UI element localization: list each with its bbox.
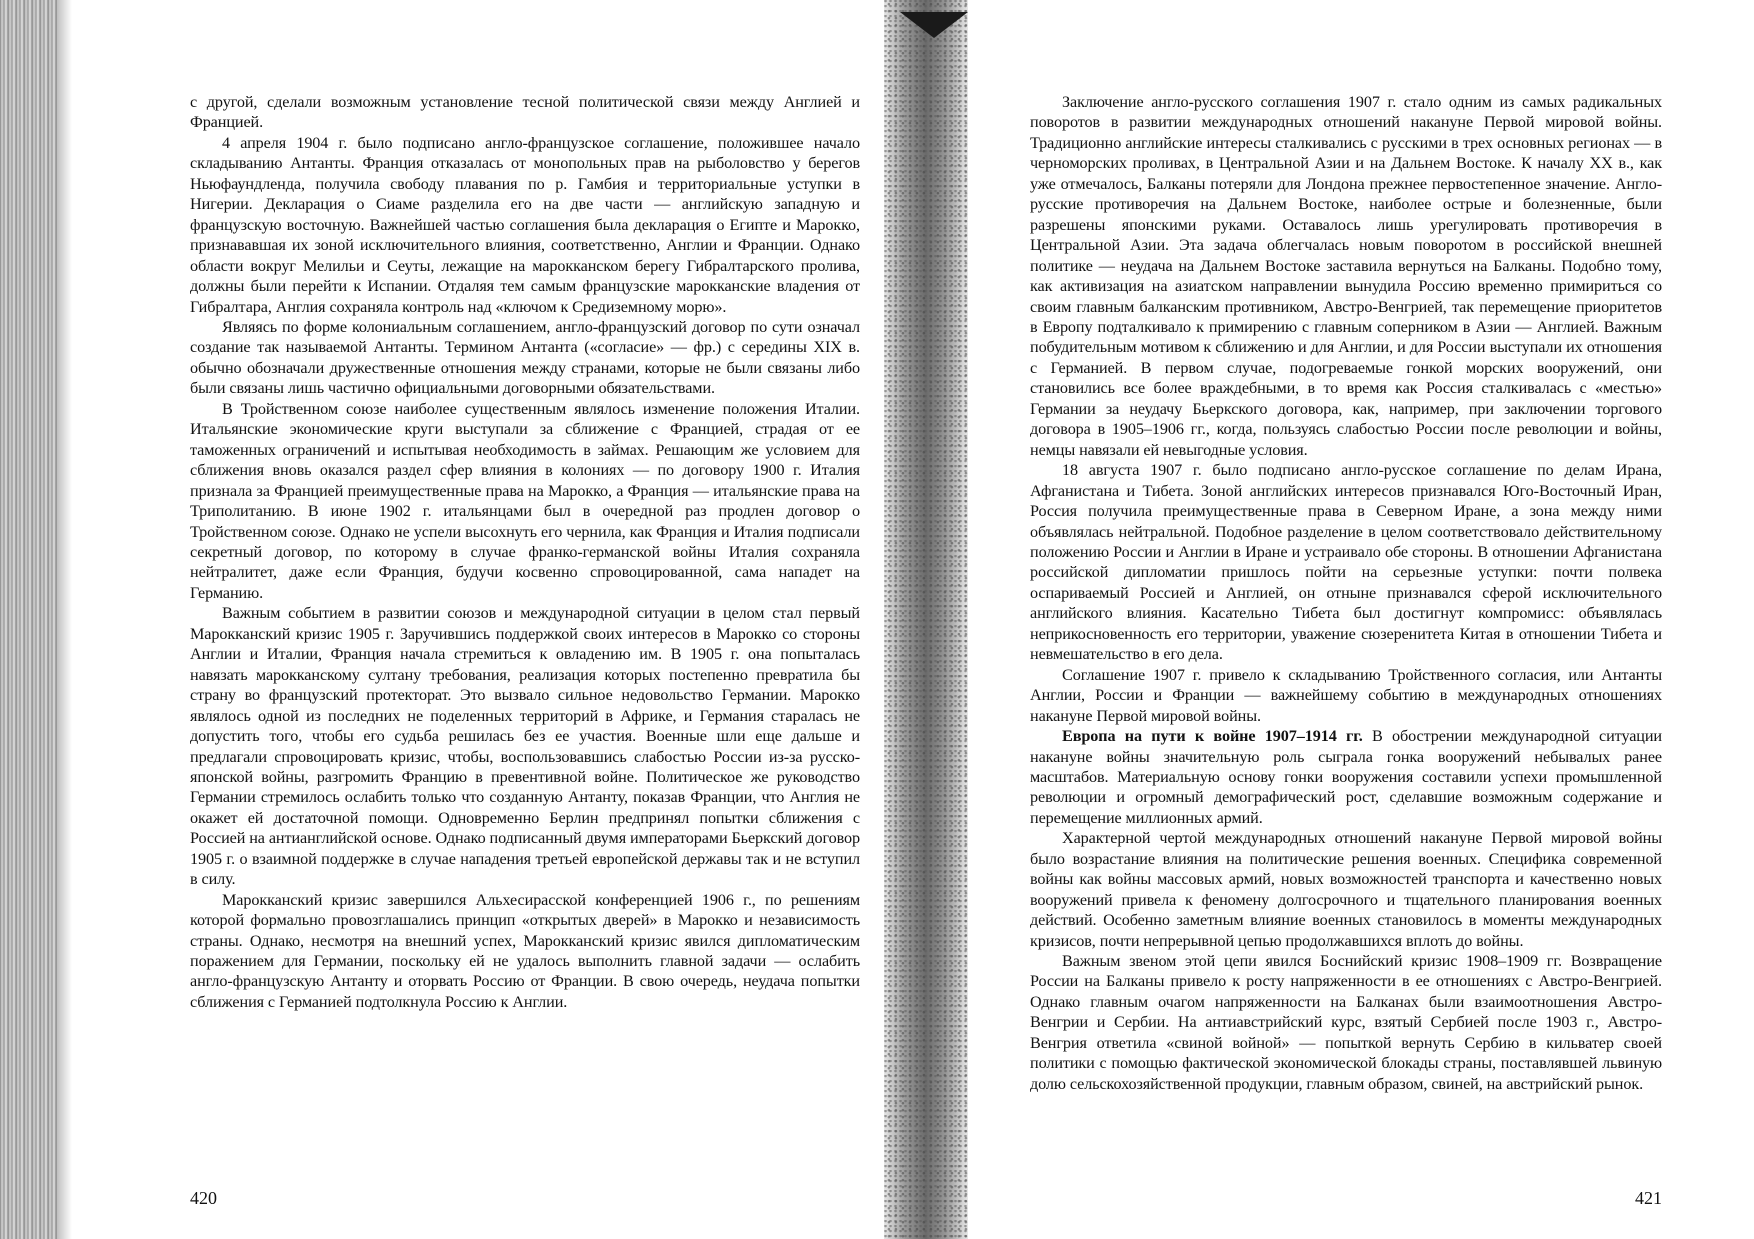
section-heading-inline: Европа на пути к войне 1907–1914 гг. xyxy=(1062,727,1363,746)
right-page xyxy=(1030,0,1662,1239)
gutter-notch xyxy=(900,12,968,38)
paragraph xyxy=(190,603,860,889)
paragraph xyxy=(1030,665,1662,726)
paragraph xyxy=(1030,460,1662,665)
paragraph-text: Марокканский кризис завершился Альхесирасской конференцией 1906 г., по решениям которой формально провозглашались принцип «открытых дверей» в Марокко и независимость страны. Однако, несмотря на внешний успех, Марокканский кризис явился дипломатическим поражением для Германии, поскольку ей не удалось выполнить главной задачи — ослабить англо-французскую Антанту и оторвать Россию от Франции. В свою очередь, неудача попытки сближения с Германией подтолкнула Россию к Англии. xyxy=(190,890,860,1011)
paragraph-text: 4 апреля 1904 г. было подписано англо-французское соглашение, положившее начало складыванию Антанты. Франция отказалась от монопольных прав на рыболовство у берегов Ньюфаундленда, получила свободу плавания по р. Гамбия и территориальные уступки в Нигерии. Декларация о Сиаме разделила его на две части — английскую западную и французскую восточную. Важнейшей частью соглашения была декларация о Египте и Марокко, признававшая их зоной исключительного влияния, соответственно, Англии и Франции. Однако области вокруг Мелильи и Сеуты, лежащие на марокканском берегу Гибралтарского пролива, должны были перейти к Испании. Отдаляя тем самым французские марокканские владения от Гибралтара, Англия сохраняла контроль над «ключом к Средиземному морю». xyxy=(190,133,860,316)
page-number-left: 420 xyxy=(190,1188,217,1208)
page-number-right: 421 xyxy=(1635,1188,1662,1208)
paragraph xyxy=(1030,92,1662,460)
page-edge-shadow xyxy=(0,0,58,1239)
paragraph-text: с другой, сделали возможным установление тесной политической связи между Англией и Францией. xyxy=(190,93,860,132)
left-page xyxy=(190,0,860,1239)
paragraph xyxy=(190,92,860,133)
paragraph xyxy=(190,399,860,604)
paragraph-text: Заключение англо-русского соглашения 1907 г. стало одним из самых радикальных поворотов в развитии международных отношений накануне Первой мировой войны. Традиционно английские интересы сталкивались с русскими в трех основных регионах — в черноморских проливах, в Центральной Азии и на Дальнем Востоке. К началу XX в., как уже отмечалось, Балканы потеряли для Лондона прежнее первостепенное значение. Англо-русские противоречия на Дальнем Востоке, наиболее острые и болезненные, были разрешены японскими руками. Оставалось лишь урегулировать противоречия в Центральной Азии. Эта задача облегчалась новым поворотом в российской внешней политике — неудача на Дальнем Востоке заставила вернуться на Балканы. Подобно тому, как активизация на азиатском направлении вынудила Россию временно примириться со своим главным балканским противником, Австро-Венгрией, так перемещение приоритетов в Европу подталкивало к примирению с главным соперником в Азии — Англией. Важным побудительным мотивом к сближению и для Англии, и для России выступали их отношения с Германией. В первом случае, подогреваемые гонкой морских вооружений, они становились все более враждебными, в то время как Россия сталкивалась с «местью» Германии за неудачу Бьеркского договора, как, например, при заключении торгового договора в 1905–1906 гг., когда, пользуясь слабостью России после революции и войны, немцы навязали ей невыгодные условия. xyxy=(1030,93,1662,459)
paragraph-text: 18 августа 1907 г. было подписано англо-русское соглашение по делам Ирана, Афганистана и Тибета. Зоной английских интересов признавался Юго-Восточный Иран, Россия получила преимущественные права в Северном Иране, а зона между ними объявлялась нейтральной. Подобное разделение в целом соответствовало действительному положению России и Англии в Иране и устраивало обе стороны. В отношении Афганистана российской дипломатии пришлось пойти на серьезные уступки: почти полвека оспариваемый Россией и Англией, он отныне признавался сферой исключительного английского влияния. Касательно Тибета был достигнут компромисс: объявлялась неприкосновенность его территории, уважение сюзеренитета Китая в отношении Тибета и невмешательство в его дела. xyxy=(1030,461,1662,664)
paragraph xyxy=(190,890,860,1013)
paragraph xyxy=(1030,828,1662,951)
paragraph-text: Характерной чертой международных отношений накануне Первой мировой войны было возрастание влияния на политические решения военных. Специфика современной войны как войны массовых армий, новых возможностей транспорта и качественно новых вооружений привела к феномену долгосрочного и тщательного планирования военных действий. Особенно заметным влияние военных становилось в моменты международных кризисов, почти непрерывной цепью продолжавшихся вплоть до войны. xyxy=(1030,829,1662,950)
paragraph xyxy=(1030,951,1662,1094)
paragraph-text: В обострении международной ситуации накануне войны значительную роль сыграла гонка вооружений небывалых ранее масштабов. Материальную основу гонки вооружения составили успехи промышленной революции и огромный демографический рост, сделавшие возможным содержание и перемещение миллионных армий. xyxy=(1030,727,1662,827)
paragraph-text: Являясь по форме колониальным соглашением, англо-французский договор по сути означал создание так называемой Антанты. Термином Антанта («согласие» — фр.) с середины XIX в. обычно обозначали дружественные отношения между странами, которые не были связаны либо были связаны лишь частично официальными договорными обязательствами. xyxy=(190,317,860,398)
paragraph xyxy=(1030,726,1662,828)
paragraph-text: Важным событием в развитии союзов и международной ситуации в целом стал первый Марокканский кризис 1905 г. Заручившись поддержкой своих интересов в Марокко со стороны Англии и Италии, Франция начала стремиться к овладению им. В 1905 г. она попыталась навязать марокканскому султану требования, реализация которых постепенно превратила бы страну во французский протекторат. Это вызвало сильное недовольство Германии. Марокко являлось одной из последних не поделенных территорий в Африке, и Германия старалась не допустить того, чтобы его судьба решилась без ее участия. Военные шли еще дальше и предлагали спровоцировать кризис, чтобы, воспользовавшись слабостью России из-за русско-японской войны, разгромить Францию в превентивной войне. Политическое же руководство Германии стремилось ослабить только что созданную Антанту, показав Франции, что Англия не окажет ей достаточной помощи. Одновременно Берлин предпринял попытки сближения с Россией на антианглийской основе. Однако подписанный двумя императорами Бьеркский договор 1905 г. о взаимной поддержке в случае нападения третьей европейской державы так и не вступил в силу. xyxy=(190,604,860,889)
left-page-text xyxy=(190,92,860,1012)
paragraph-text: В Тройственном союзе наиболее существенным являлось изменение положения Италии. Итальянские экономические круги выступали за сближение с Францией, страдая от ее таможенных ограничений и испытывая необходимость в займах. Решающим же условием для сближения вновь оказался раздел сфер влияния в колониях — по договору 1900 г. Италия признала за Францией преимущественные права на Марокко, а Франция — итальянские права на Триполитанию. В июне 1902 г. итальянцами был в очередной раз продлен договор о Тройственном союзе. Однако не успели высохнуть его чернила, как Франция и Италия подписали секретный договор, по которому в случае франко-германской войны Италия сохраняла нейтралитет, даже если Франция, будучи косвенно спровоцированной, сама нападет на Германию. xyxy=(190,399,860,602)
paragraph-text: Важным звеном этой цепи явился Боснийский кризис 1908–1909 гг. Возвращение России на Балканы привело к росту напряженности в ее отношениях с Австро-Венгрией. Однако главным очагом напряженности на Балканах были взаимоотношения Австро-Венгрии и Сербии. На антиавстрийский курс, взятый Сербией после 1903 г., Австро-Венгрия ответила «свиной войной» — попыткой вернуть Сербию в кильватер своей политики с помощью фактической экономической блокады страны, поставлявшей львиную долю сельскохозяйственной продукции, главным образом, свиней, на австрийский рынок. xyxy=(1030,952,1662,1093)
right-page-text xyxy=(1030,92,1662,1094)
paragraph xyxy=(190,133,860,317)
book-gutter xyxy=(884,0,968,1239)
paragraph-text: Соглашение 1907 г. привело к складыванию Тройственного согласия, или Антанты Англии, России и Франции — важнейшему событию в международных отношениях накануне Первой мировой войны. xyxy=(1030,665,1662,725)
paragraph xyxy=(190,317,860,399)
